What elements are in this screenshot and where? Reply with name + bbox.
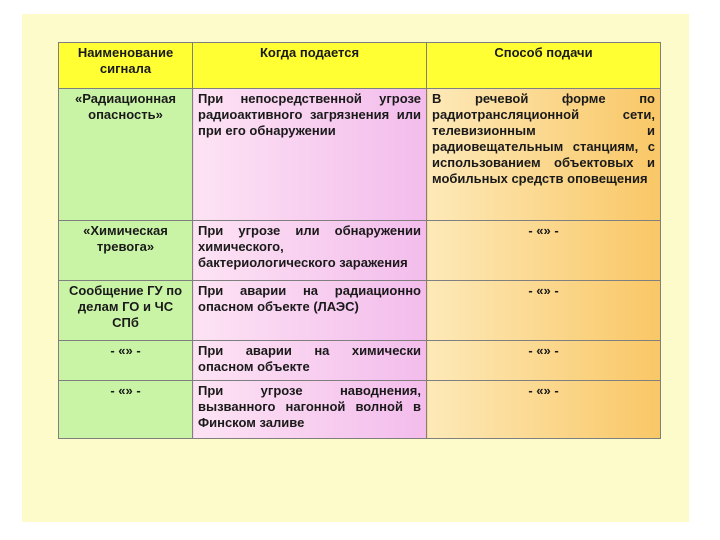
table-header-row — [59, 43, 661, 89]
signal-name-cell: - «» - — [59, 381, 193, 439]
signal-name-cell: - «» - — [59, 341, 193, 381]
table-row — [59, 221, 661, 281]
delivery-method-cell: В речевой форме по радиотрансляционной сети, телевизионным и радиовещательным станциям, с использованием объектовых и мобильных средств оповещения — [427, 89, 661, 221]
header-signal-name: Наименование сигнала — [59, 43, 193, 89]
table-row — [59, 381, 661, 439]
signal-name-cell: «Радиационная опасность» — [59, 89, 193, 221]
signal-name-cell: «Химическая тревога» — [59, 221, 193, 281]
header-delivery-method: Способ подачи — [427, 43, 661, 89]
table-row — [59, 281, 661, 341]
signals-table — [58, 42, 661, 439]
signal-name-cell: Сообщение ГУ по делам ГО и ЧС СПб — [59, 281, 193, 341]
when-issued-cell: При угрозе или обнаружении химического, бактериологического заражения — [193, 221, 427, 281]
delivery-method-cell: - «» - — [427, 341, 661, 381]
delivery-method-cell: - «» - — [427, 281, 661, 341]
table-row — [59, 341, 661, 381]
when-issued-cell: При угрозе наводнения, вызванного нагонной волной в Финском заливе — [193, 381, 427, 439]
when-issued-cell: При непосредственной угрозе радиоактивного загрязнения или при его обнаружении — [193, 89, 427, 221]
when-issued-cell: При аварии на радиационно опасном объекте (ЛАЭС) — [193, 281, 427, 341]
table-row — [59, 89, 661, 221]
header-when-issued: Когда подается — [193, 43, 427, 89]
delivery-method-cell: - «» - — [427, 381, 661, 439]
delivery-method-cell: - «» - — [427, 221, 661, 281]
when-issued-cell: При аварии на химически опасном объекте — [193, 341, 427, 381]
